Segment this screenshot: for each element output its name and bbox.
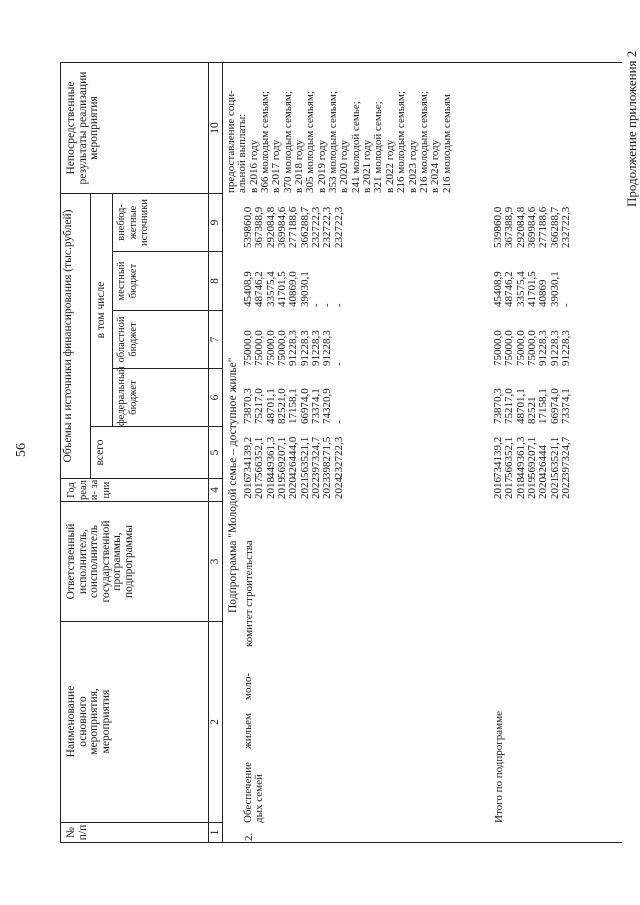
header-finance: Объемы и источники финансирования (тыс.рублей): [62, 209, 74, 463]
total-regional-cell: 75000,0: [492, 330, 504, 366]
total-years: [493, 477, 572, 499]
header-results: Непосредственные результаты реализации мероприятия: [65, 71, 100, 185]
row-results-cell: в 2019 году: [315, 139, 328, 193]
row-results-cell: в 2016 году: [247, 139, 260, 193]
total-federal: [493, 388, 572, 424]
row-results-cell: 321 молодой семье;: [372, 101, 385, 193]
total-local-cell: 41701,5: [526, 271, 539, 307]
total-federal-cell: 73870,3: [492, 388, 504, 424]
total-offbudget-cell: 366288,7: [548, 206, 561, 248]
continuation-note: Продолжение приложения 2: [624, 50, 639, 207]
total-regional-cell: 91228,3: [548, 330, 561, 366]
row-results-cell: в 2024 году: [429, 139, 442, 193]
row-offbudget-cell: 232722,3: [310, 206, 323, 248]
row-results-cell: в 2023 году: [406, 139, 419, 193]
row-results-cell: в 2021 году: [361, 139, 374, 193]
row-number: 2.: [243, 832, 255, 841]
total-regional-cell: 75000,0: [526, 330, 539, 366]
row-years-cell: 2019: [276, 477, 289, 499]
row-regional-cell: 91228,3: [287, 330, 300, 366]
row-regional-cell: 75000,0: [242, 330, 254, 366]
header-num: № п/п: [65, 824, 89, 841]
row-local-cell: 45408,9: [242, 271, 254, 307]
total-offbudget-cell: 292084,8: [514, 206, 527, 248]
page-number: 56: [14, 443, 29, 457]
total-regional: [493, 330, 572, 366]
row-results-cell: 370 молодым семьям;: [281, 91, 294, 193]
total-offbudget-cell: 277188,6: [537, 206, 550, 248]
row-regional-cell: 91228,3: [310, 330, 323, 366]
row-years-cell: 2016: [242, 477, 254, 499]
total-years-cell: 2018: [514, 477, 527, 499]
total-local-cell: 39030,1: [548, 271, 561, 307]
row-offbudget-cell: 232722,3: [321, 206, 334, 248]
row-federal-cell: 17158,1: [287, 388, 300, 424]
row-offbudget-cell: 277188,6: [287, 206, 300, 248]
row-local-cell: -: [332, 303, 345, 307]
header-local: местный бюджет: [116, 261, 139, 301]
row-years-cell: 2020: [287, 477, 300, 499]
row-local-cell: 40869,0: [287, 271, 300, 307]
row-regional-cell: 75000,0: [276, 330, 289, 366]
row-regional-cell: 75000,0: [253, 330, 266, 366]
total-years-cell: 2021: [548, 477, 561, 499]
total-label: Итого по подпрограмме: [493, 711, 505, 823]
total-regional-cell: 91228,3: [560, 330, 573, 366]
row-federal-cell: -: [332, 420, 345, 424]
row-offbudget-cell: 292084,8: [264, 206, 277, 248]
total-total: [493, 437, 572, 478]
colnum-bottom-rule: [222, 62, 223, 843]
colnum-6: 6: [209, 394, 221, 401]
row-total-cell: 569207,1: [276, 436, 289, 478]
total-local-cell: 48746,2: [503, 271, 516, 307]
row-total-cell: 232722,3: [332, 436, 345, 478]
colnum-5: 5: [209, 449, 221, 456]
row-years: [243, 477, 345, 499]
header-federal: федеральный бюджет: [116, 366, 139, 426]
row-results-cell: в 2022 году: [383, 139, 396, 193]
row-offbudget-cell: 232722,3: [332, 206, 345, 248]
row-results-cell: 216 молодым семьям: [440, 94, 453, 193]
total-federal-cell: 66974,0: [548, 388, 561, 424]
row-regional-cell: 91228,3: [321, 330, 334, 366]
col-divider-2: [60, 621, 222, 622]
row-total-cell: 397324,7: [310, 436, 323, 478]
total-local-cell: 45408,9: [492, 271, 504, 307]
row-results-cell: в 2017 году: [270, 139, 283, 193]
row-federal: [243, 388, 345, 424]
total-total-cell: 426444: [537, 445, 550, 478]
row-results-cell: в 2020 году: [338, 139, 351, 193]
row-regional-cell: -: [332, 362, 345, 366]
total-years-cell: 2016: [492, 477, 504, 499]
total-offbudget-cell: 539860,0: [492, 206, 504, 248]
total-federal-cell: 82521: [526, 396, 539, 424]
row-federal-cell: 82521,0: [276, 388, 289, 424]
total-total-cell: 566352,1: [503, 436, 516, 478]
table-top-border: [60, 62, 61, 843]
row-responsible: комитет строительства: [243, 540, 255, 647]
row-total-cell: 563521,1: [298, 436, 311, 478]
row-years-cell: 2022: [310, 477, 323, 499]
row-total-cell: 449361,3: [264, 436, 277, 478]
total-regional-cell: 75000,0: [503, 330, 516, 366]
subprogram-title: Подпрограмма "Молодой семье – доступное жилье": [227, 357, 239, 613]
row-offbudget-cell: 539860,0: [242, 206, 254, 248]
table-right-border: [60, 62, 622, 63]
header-total: всего: [94, 439, 106, 466]
row-local-cell: 48746,2: [253, 271, 266, 307]
row-local-cell: 41701,5: [276, 271, 289, 307]
total-regional-cell: 75000,0: [514, 330, 527, 366]
total-federal-cell: 75217,0: [503, 388, 516, 424]
colnum-1: 1: [209, 829, 221, 836]
finance-sub-rule: [90, 194, 91, 479]
row-total-cell: 426444,0: [287, 436, 300, 478]
row-regional: [243, 330, 345, 366]
header-incl: в том числе: [95, 281, 107, 339]
row-results-cell: в 2018 году: [293, 139, 306, 193]
total-years-cell: 2017: [503, 477, 516, 499]
row-results-cell: 366 молодым семьям;: [259, 91, 272, 193]
total-years-cell: 2019: [526, 477, 539, 499]
total-offbudget: [493, 207, 572, 248]
total-local-cell: 33575,4: [514, 271, 527, 307]
total-local-cell: 40869: [537, 279, 550, 307]
row-results-cell: альной выплаты:: [236, 113, 249, 193]
header-responsible: Ответственный исполнитель, соисполнитель государственной программы, подпрограммы: [65, 520, 135, 603]
row-offbudget-cell: 366288,7: [298, 206, 311, 248]
row-total: [243, 437, 345, 478]
colnum-4: 4: [209, 487, 221, 493]
row-total-cell: 566352,1: [253, 436, 266, 478]
row-results-cell: предоставление соци-: [225, 90, 237, 193]
colnum-7: 7: [209, 336, 221, 343]
col-divider-5: [90, 426, 222, 427]
row-federal-cell: 73870,3: [242, 388, 254, 424]
row-federal-cell: 73374,1: [310, 388, 323, 424]
row-local-cell: 39030,1: [298, 271, 311, 307]
total-total-cell: 569207,1: [526, 436, 539, 478]
total-regional-cell: 91228,3: [537, 330, 550, 366]
header-year: Год реали- зации: [66, 479, 112, 501]
total-federal-cell: 17158,1: [537, 388, 550, 424]
total-years-cell: 2020: [537, 477, 550, 499]
row-offbudget-cell: 367388,9: [253, 206, 266, 248]
row-results-cell: 241 молодой семье;: [349, 101, 362, 193]
row-results-cell: 216 молодым семьям;: [395, 91, 408, 193]
row-local-cell: -: [321, 303, 334, 307]
row-local: [243, 271, 345, 307]
total-local-cell: -: [560, 303, 573, 307]
row-federal-cell: 48701,1: [264, 388, 277, 424]
row-federal-cell: 75217,0: [253, 388, 266, 424]
colnum-3: 3: [209, 558, 221, 565]
row-results-cell: 353 молодым семьям;: [327, 91, 340, 193]
row-federal-cell: 74320,9: [321, 388, 334, 424]
colnum-8: 8: [209, 278, 221, 284]
colnum-9: 9: [209, 219, 221, 226]
row-years-cell: 2024: [332, 477, 345, 499]
row-local-cell: -: [310, 303, 323, 307]
header-name: Наименование основного мероприятия, мероприятия: [65, 685, 112, 758]
row-years-cell: 2021: [298, 477, 311, 499]
total-federal-cell: 48701,1: [514, 388, 527, 424]
colnum-2: 2: [209, 719, 221, 725]
incl-sub-rule: [112, 194, 113, 427]
total-offbudget-cell: 369984,6: [526, 206, 539, 248]
row-offbudget-cell: 369984,6: [276, 206, 289, 248]
total-total-cell: 449361,3: [514, 436, 527, 478]
total-local: [493, 271, 572, 307]
header-offbudget: внебюд- жетные источники: [116, 199, 150, 246]
row-regional-cell: 75000,0: [264, 330, 277, 366]
row-name: Обеспечение жильем моло- дых семей: [242, 673, 266, 823]
total-offbudget-cell: 232722,3: [560, 206, 573, 248]
table-left-border: [60, 842, 622, 843]
row-years-cell: 2017: [253, 477, 266, 499]
row-years-cell: 2018: [264, 477, 277, 499]
total-years-cell: 2022: [560, 477, 573, 499]
row-federal-cell: 66974,0: [298, 388, 311, 424]
row-years-cell: 2023: [321, 477, 334, 499]
row-total-cell: 734139,2: [242, 436, 254, 478]
row-offbudget: [243, 207, 345, 248]
total-offbudget-cell: 367388,9: [503, 206, 516, 248]
total-federal-cell: 73374,1: [560, 388, 573, 424]
row-results-cell: 216 молодым семьям;: [417, 91, 430, 193]
colnum-10: 10: [209, 122, 221, 134]
row-regional-cell: 91228,3: [298, 330, 311, 366]
header-regional: областной бюджет: [116, 316, 139, 363]
total-total-cell: 734139,2: [492, 436, 504, 478]
row-results: [226, 65, 453, 193]
row-local-cell: 33575,4: [264, 271, 277, 307]
total-total-cell: 563521,1: [548, 436, 561, 478]
total-total-cell: 397324,7: [560, 436, 573, 478]
row-results-cell: 305 молодым семьям;: [304, 91, 317, 193]
row-total-cell: 398271,5: [321, 436, 334, 478]
